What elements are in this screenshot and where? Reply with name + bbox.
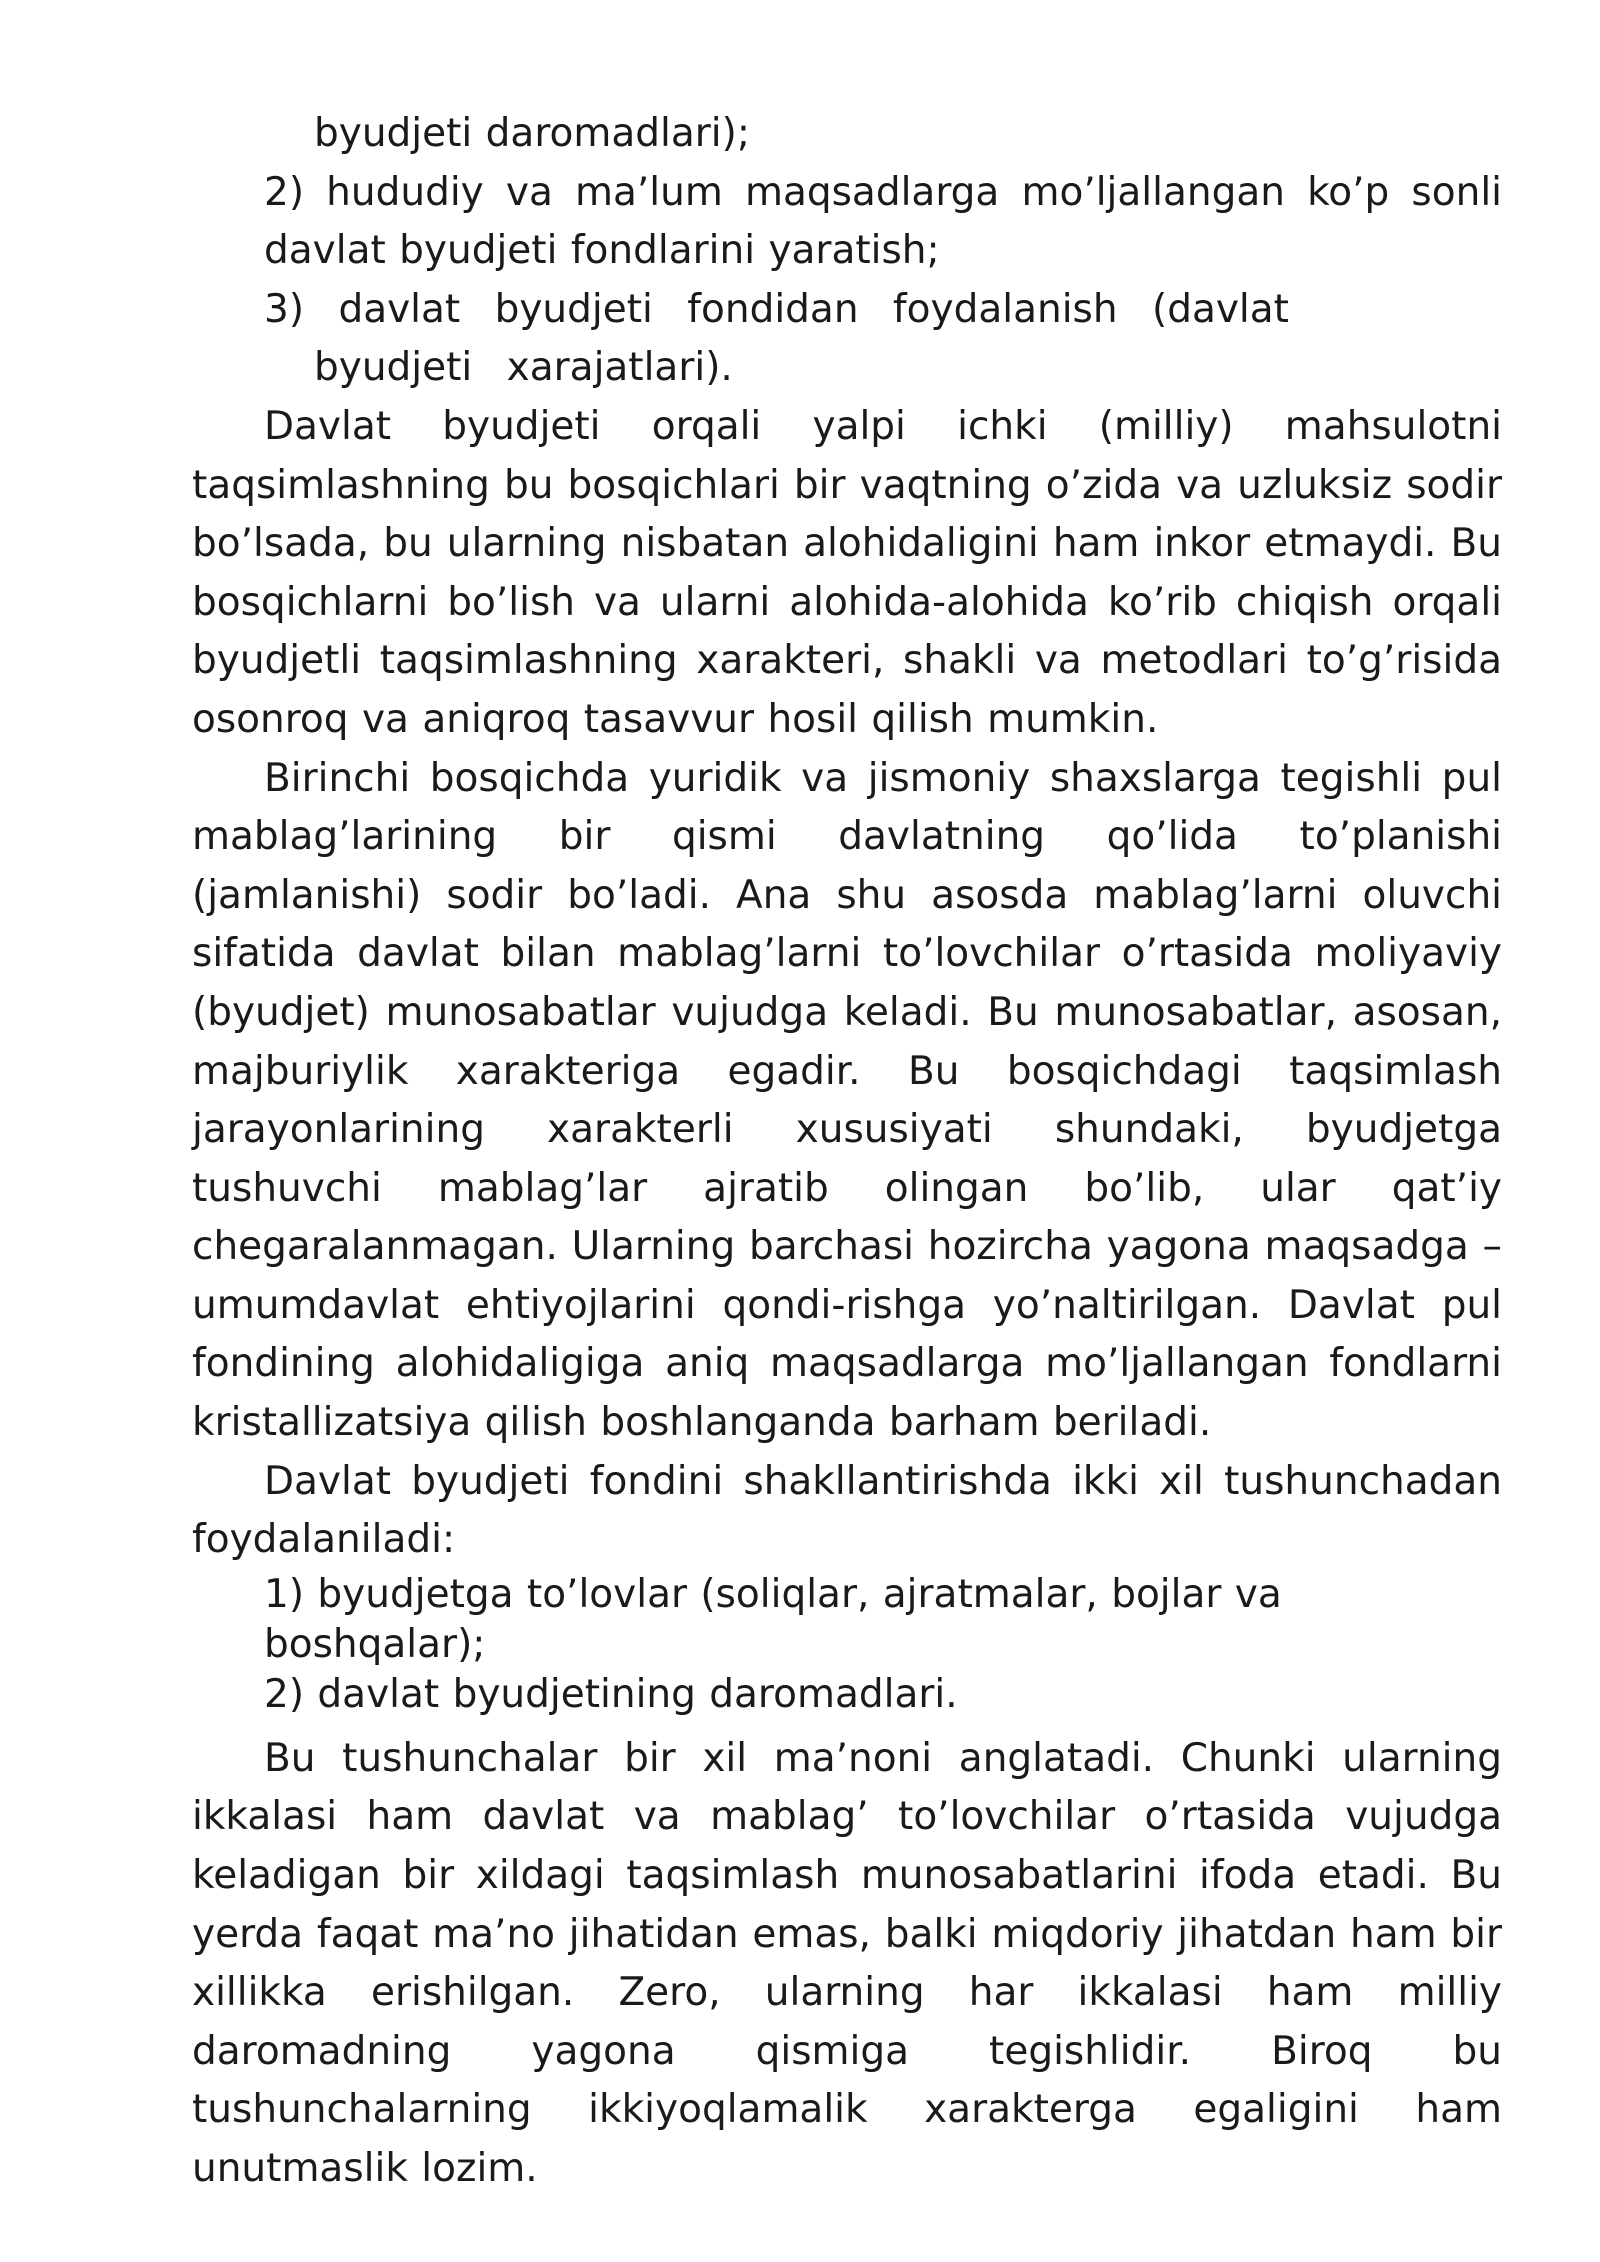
- list-item-text: davlat byudjeti fondidan foydalanish (davlat byudjeti xarajatlari).: [314, 286, 1289, 391]
- list-item-number: 3): [264, 286, 305, 332]
- list-item-3: [192, 281, 1502, 398]
- list-item-number: 2): [264, 169, 305, 215]
- paragraph-2: Birinchi bosqichda yuridik va jismoniy shaxslarga tegishli pul mablag’larining bir qismi davlatning qo’lida to’planishi (jamlanishi) sodir bo’ladi. Ana shu asosda mablag’larni oluvchi sifatida davlat bilan mablag’larni to’lovchilar o’rtasida moliyaviy (byudjet) munosabatlar vujudga keladi. Bu munosabatlar, asosan, majburiylik xarakteriga egadir. Bu bosqichdagi taqsimlash jarayonlarining xarakterli xususiyati shundaki, byudjetga tushuvchi mablag’lar ajratib olingan bo’lib, ular qat’iy chegaralanmagan. Ularning barchasi hozircha yagona maqsadga – umumdavlat ehtiyojlarini qondi-rishga yo’naltirilgan. Davlat pul fondining alohidaligiga aniq maqsadlarga mo’ljallangan fondlarni kristallizatsiya qilish boshlanganda barham beriladi.: [192, 755, 1502, 1446]
- paragraph-3: Davlat byudjeti fondini shakllantirishda ikki xil tushunchadan foydalaniladi:: [192, 1458, 1502, 1563]
- paragraph-1: Davlat byudjeti orqali yalpi ichki (milliy) mahsulotni taqsimlashning bu bosqichlari bir vaqtning o’zida va uzluksiz sodir bo’lsada, bu ularning nisbatan alohidaligini ham inkor etmaydi. Bu bosqichlarni bo’lish va ularni alohida-alohida ko’rib chiqish orqali byudjetli taqsimlashning xarakteri, shakli va metodlari to’g’risida osonroq va aniqroq tasavvur hosil qilish mumkin.: [192, 403, 1502, 742]
- list-item-text: hududiy va ma’lum maqsadlarga mo’ljallangan ko’p sonli davlat byudjeti fondlarini yaratish;: [264, 169, 1502, 274]
- list-item-2: [192, 164, 1502, 281]
- list-continuation: byudjeti daromadlari);: [314, 111, 750, 156]
- document-page: [192, 105, 1502, 2199]
- paragraph-4: Bu tushunchalar bir xil ma’noni anglatadi. Chunki ularning ikkalasi ham davlat va mablag’ to’lovchilar o’rtasida vujudga keladigan bir xildagi taqsimlash munosabatlarini ifoda etadi. Bu yerda faqat ma’no jihatidan emas, balki miqdoriy jihatdan ham bir xillikka erishilgan. Zero, ularning har ikkalasi ham milliy daromadning yagona qismiga tegishlidir. Biroq bu tushunchalarning ikkiyoqlamalik xarakterga egaligini ham unutmaslik lozim.: [192, 1735, 1502, 2191]
- list-item-2b: 2) davlat byudjetining daromadlari.: [264, 1671, 958, 1717]
- list-item-1b: 1) byudjetga to’lovlar (soliqlar, ajratmalar, bojlar va boshqalar);: [264, 1571, 1282, 1667]
